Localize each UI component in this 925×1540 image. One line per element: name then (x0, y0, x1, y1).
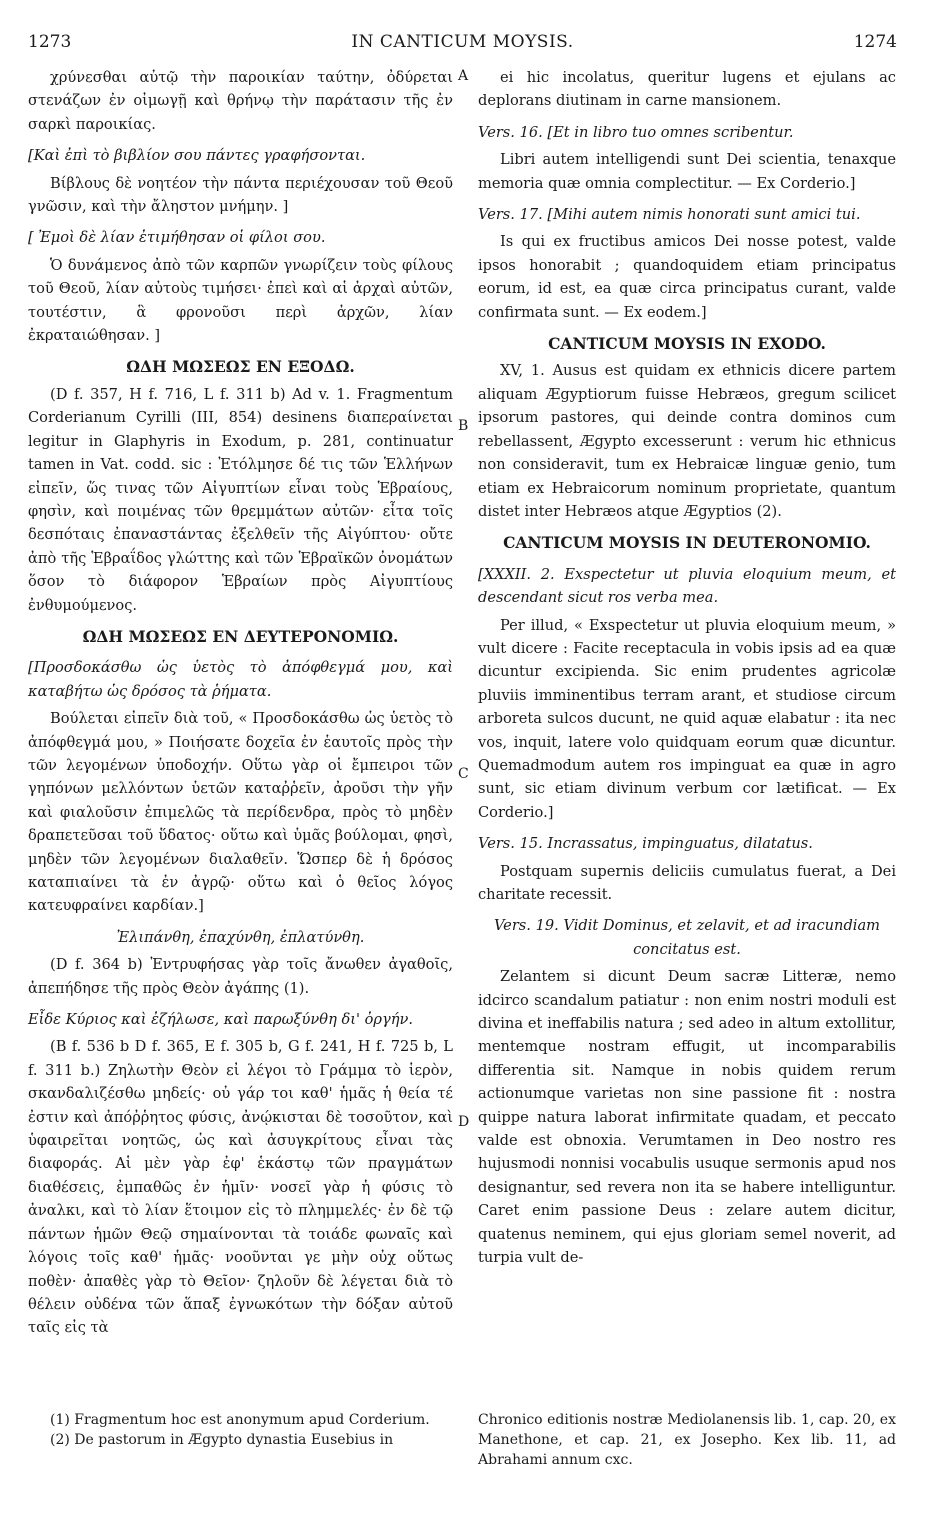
verse-lemma: Ἐλιπάνθη, ἐπαχύνθη, ἐπλατύνθη. (116, 928, 365, 946)
section-marker-a: A (458, 68, 469, 84)
footnotes-left (28, 1410, 453, 1450)
section-heading: ΩΔΗ ΜΩΣΕΩΣ ΕΝ ΕΞΟΔΩ. (126, 357, 355, 377)
section-marker-b: B (458, 418, 469, 434)
commentary-paragraph: χρύνεσθαι αὐτῷ τὴν παροικίαν ταύτην, ὀδύρεται στενάζων ἐν οἰμωγῇ καὶ θρήνῳ τὴν παράτασιν τῆς ἐν σαρκὶ παροικίας. (28, 69, 453, 133)
left-page-number: 1273 (28, 32, 72, 52)
right-page-number: 1274 (853, 32, 897, 52)
footnote-continued: Chronico editionis nostræ Mediolanensis lib. 1, cap. 20, ex Manethone, et cap. 21, ex Josepho. Kex lib. 11, ad Abrahami annum cxc. (478, 1412, 896, 1468)
section-heading: ΩΔΗ ΜΩΣΕΩΣ ΕΝ ΔΕΥΤΕΡΟΝΟΜΙΩ. (82, 626, 399, 646)
commentary-paragraph: (B f. 536 b D f. 365, E f. 305 b, G f. 241, H f. 725 b, L f. 311 b.) Ζηλωτὴν Θεὸν εἰ λέγοι τὸ Γράμμα τὸ ἱερὸν, σκανδαλιζέσθω μηδείς· οὐ γάρ τοι καθ' ἡμᾶς ἡ θεία τέ ἐστιν καὶ ἀπόῤῥητος φύσις, ἀνῴκισται δὲ τοσοῦτον, καὶ ὑφαιρεῖται νοητῶς, ὡς καὶ ἀσυγκρίτους εἶναι τὰς διαφοράς. Αἱ μὲν γὰρ ἐφ' ἑκάστῳ τῶν πραγμάτων διαθέσεις, ἐμπαθῶς ἐν ἡμῖν· νοσεῖ γὰρ ἡ φύσις τὸ ἀναλκι, καὶ τὸ λίαν ἕτοιμον εἰς τὸ πλημμελές· ἐν δὲ τῷ πάντων ἡμῶν Θεῷ σημαίνονται τὰ τοιάδε φωναῖς καὶ λόγοις τοῖς καθ' ἡμᾶς· νοοῦνται γε μὴν οὐχ οὕτως ποθὲν· ἀπαθὲς γὰρ τὸ Θεῖον· ζηλοῦν δὲ λέγεται διὰ τὸ θέλειν οὐδένα τῶν ἅπαξ ἐγνωκότων τὴν δόξαν αὐτοῦ ταῖς εἰς τὰ (28, 1038, 453, 1337)
commentary-paragraph: Βίβλους δὲ νοητέον τὴν πάντα περιέχουσαν τοῦ Θεοῦ γνῶσιν, καὶ τὴν ἄληστον μνήμην. ] (28, 174, 453, 216)
commentary-paragraph: Libri autem intelligendi sunt Dei scientia, tenaxque memoria quæ omnia complectitur. — Ex Corderio.] (478, 151, 896, 192)
commentary-paragraph: (D f. 364 b) Ἐντρυφήσας γὰρ τοῖς ἄνωθεν ἀγαθοῖς, ἀπεπήδησε τῆς πρὸς Θεὸν ἀγάπης (1). (28, 956, 453, 997)
commentary-paragraph: XV, 1. Ausus est quidam ex ethnicis dicere partem aliquam Ægyptiorum fuisse Hebræos, gregum scilicet ipsorum pastores, qui deinde contra dominos cum rebellassent, Ægypto excesserunt : verum hic ethnicus non consideravit, tum ex Hebraicæ linguæ genio, tum etiam ex Hebraicorum nominum proprietate, quantum distet inter Hebræos atque Ægyptios (2). (478, 362, 896, 520)
running-header (28, 32, 897, 58)
section-marker-d: D (458, 1114, 470, 1130)
latin-column (478, 66, 896, 1270)
section-heading: CANTICUM MOYSIS IN DEUTERONOMIO. (503, 533, 871, 553)
verse-lemma: Vers. 17. [Mihi autem nimis honorati sunt amici tui. (478, 206, 861, 224)
verse-lemma: [Καὶ ἐπὶ τὸ βιβλίον σου πάντες γραφήσονται. (28, 147, 366, 165)
commentary-paragraph: Ὁ δυνάμενος ἀπὸ τῶν καρπῶν γνωρίζειν τοὺς φίλους τοῦ Θεοῦ, λίαν αὐτοὺς τιμήσει· ἐπεὶ καὶ αἱ ἀρχαὶ αὐτῶν, τουτέστιν, ἃ φρονοῦσι περὶ ἀρχῶν, λίαν ἐκραταιώθησαν. ] (28, 256, 453, 345)
section-marker-c: C (458, 766, 469, 782)
verse-lemma: [ Ἐμοὶ δὲ λίαν ἐτιμήθησαν οἱ φίλοι σου. (28, 229, 326, 247)
verse-lemma: Vers. 19. Vidit Dominus, et zelavit, et ad iracundiam concitatus est. (493, 917, 881, 958)
footnote: (2) De pastorum in Ægypto dynastia Eusebius in (50, 1432, 394, 1448)
commentary-paragraph: Zelantem si dicunt Deum sacræ Litteræ, nemo idcirco scandalum patiatur : non enim nostri moduli est divina et ineffabilis natura ; sed adeo in altum extollitur, mentemque nostram effugit, ut incomparabilis differentia sit. Namque in nobis quidem rerum actionumque varietas non sine passione fit : nostra quippe natura laborat infirmitate quadam, et peccato valde est obnoxia. Verumtamen in Deo nostro res hujusmodi nonnisi vocabulis usuque sermonis apud nos designantur, sed revera non ita se habere intelliguntur. Caret enim passione Deus : zelare autem dicitur, quatenus neminem, qui ejus gloriam semel noverit, ad turpia vult de- (478, 968, 896, 1267)
section-heading: CANTICUM MOYSIS IN EXODO. (548, 334, 826, 354)
commentary-paragraph: (D f. 357, H f. 716, L f. 311 b) Ad v. 1. Fragmentum Corderianum Cyrilli (III, 854) desinens διαπεραίνεται legitur in Glaphyris in Exodum, p. 281, continuatur tamen in Vat. codd. sic : Ἐτόλμησε δέ τις τῶν Ἑλλήνων εἰπεῖν, ὥς τινας τῶν Αἰγυπτίων εἶναι τοὺς Ἑβραίους, φησὶν, καὶ ποιμένας τῶν θρεμμάτων αὐτῶν· εἶτα τοῖς δεσπόταις ἐπαναστάντας ἐξελθεῖν τῆς Αἰγύπτου· οὔτε ἀπὸ τῆς Ἑβραΐδος γλώττης καὶ τῶν Ἑβραϊκῶν ὀνομάτων ὅσον τὸ διάφορον Ἑβραίων πρὸς Αἰγυπτίους ἐνθυμούμενος. (28, 385, 453, 614)
greek-column (28, 66, 453, 1340)
commentary-paragraph: Βούλεται εἰπεῖν διὰ τοῦ, « Προσδοκάσθω ὡς ὑετὸς τὸ ἀπόφθεγμά μου, » Ποιήσατε δοχεῖα ἐν ἑαυτοῖς πρὸς τὴν τῶν λεγομένων ὑποδοχήν. Οὕτω γὰρ οἱ ἔμπειροι τῶν γηπόνων μελλόντων ὑετῶν καταῤῥεῖν, ἀροῦσι τὴν γῆν καὶ φιαλοῦσιν ἐπιμελῶς τὰ περίδενδρα, πρὸς τὸ μηδὲν δραπετεῦσαι τοῦ ὕδατος· οὕτω καὶ ὑμᾶς βούλομαι, φησὶ, μηδὲν τῶν λεγομένων διαλαθεῖν. Ὥσπερ δὲ ἡ δρόσος καταπιαίνει τὰ ἐν ἀγρῷ· οὕτω καὶ ὁ θεῖος λόγος κατευφραίνει καρδίαν.] (28, 710, 453, 915)
footnotes-right (478, 1410, 896, 1470)
verse-lemma: [Προσδοκάσθω ὡς ὑετὸς τὸ ἀπόφθεγμά μου, καὶ καταβήτω ὡς δρόσος τὰ ῥήματα. (28, 659, 453, 700)
verse-lemma: Vers. 16. [Et in libro tuo omnes scribentur. (478, 123, 794, 141)
verse-lemma: Εἶδε Κύριος καὶ ἐζήλωσε, καὶ παρωξύνθη δι' ὀργήν. (28, 1011, 413, 1029)
verse-lemma: Vers. 15. Incrassatus, impinguatus, dilatatus. (478, 835, 813, 853)
running-title: IN CANTICUM MOYSIS. (351, 32, 574, 52)
footnote: (1) Fragmentum hoc est anonymum apud Corderium. (50, 1412, 430, 1428)
commentary-paragraph: Is qui ex fructibus amicos Dei nosse potest, valde ipsos honorabit ; quandoquidem etiam principatus eorum, id est, ea quæ circa principatus curant, valde confirmata sunt. — Ex eodem.] (478, 233, 896, 321)
commentary-paragraph: Per illud, « Exspectetur ut pluvia eloquium meum, » vult dicere : Facite receptacula in vobis ipsis ad ea quæ dicuntur excipienda. Sic enim prudentes agricolæ pluviis imminentibus terram arant, et studiose circum arboreta sulcos ducunt, ne quid aquæ elabatur : ita nec vos, inquit, latere volo quidquam eorum quæ dicuntur. Quemadmodum autem ros impinguat ea quæ in agro sunt, sic etiam divinum verbum cor lætificat. — Ex Corderio.] (478, 616, 896, 821)
commentary-paragraph: Postquam supernis deliciis cumulatus fuerat, a Dei charitate recessit. (478, 862, 896, 903)
commentary-paragraph: ei hic incolatus, queritur lugens et ejulans ac deplorans diutinam in carne mansionem. (478, 69, 896, 110)
verse-lemma: [XXXII. 2. Exspectetur ut pluvia eloquium meum, et descendant sicut ros verba mea. (478, 565, 896, 607)
